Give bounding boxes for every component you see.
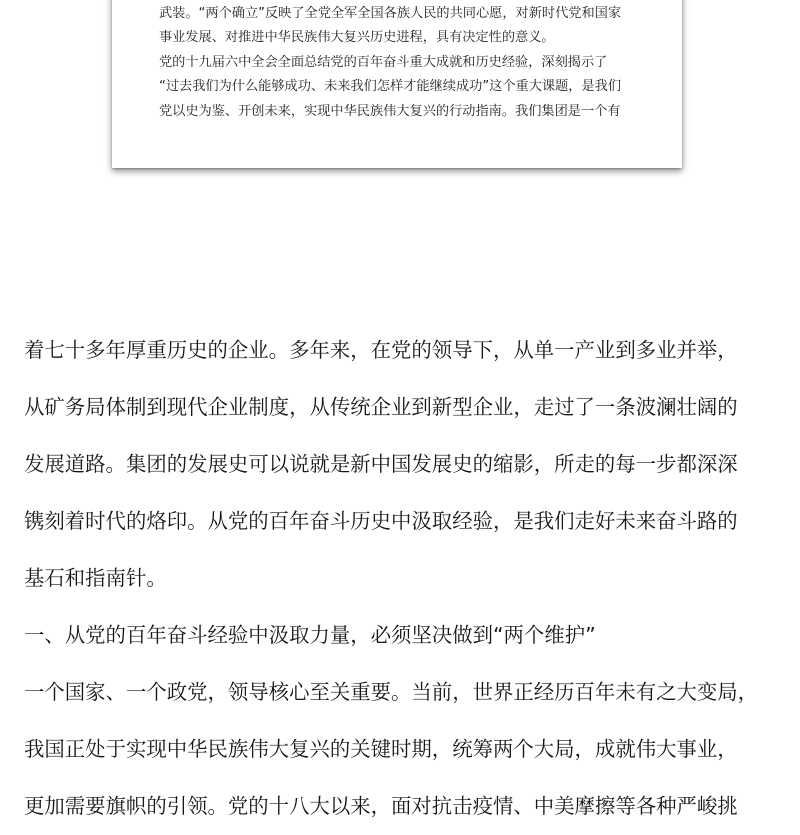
preview-line: 党的十九届六中全会全面总结党的百年奋斗重大成就和历史经验，深刻揭示了 bbox=[159, 54, 608, 70]
document-preview-card bbox=[112, 0, 682, 168]
preview-line: 事业发展、对推进中华民族伟大复兴历史进程，具有决定性的意义。 bbox=[159, 30, 555, 46]
body-line: 一个国家、一个政党，领导核心至关重要。当前，世界正经历百年未有之大变局， bbox=[24, 680, 759, 704]
preview-line: 武装。“两个确立”反映了全党全军全国各族人民的共同心愿，对新时代党和国家 bbox=[159, 6, 622, 21]
body-line: 镌刻着时代的烙印。从党的百年奋斗历史中汲取经验，是我们走好未来奋斗路的 bbox=[24, 509, 738, 533]
document-body-text bbox=[24, 322, 784, 835]
body-line: 我国正处于实现中华民族伟大复兴的关键时期，统筹两个大局，成就伟大事业， bbox=[24, 737, 738, 761]
body-line: 基石和指南针。 bbox=[24, 566, 167, 590]
preview-line: 党以史为鉴、开创未来，实现中华民族伟大复兴的行动指南。我们集团是一个有 bbox=[159, 103, 621, 119]
body-line: 更加需要旗帜的引领。党的十八大以来，面对抗击疫情、中美摩擦等各种严峻挑 bbox=[24, 794, 738, 818]
preview-line: “过去我们为什么能够成功、未来我们怎样才能继续成功”这个重大课题，是我们 bbox=[159, 79, 622, 95]
section-heading: 一、从党的百年奋斗经验中汲取力量，必须坚决做到“两个维护” bbox=[24, 623, 596, 647]
body-line: 从矿务局体制到现代企业制度，从传统企业到新型企业，走过了一条波澜壮阔的 bbox=[24, 395, 738, 419]
body-line: 着七十多年厚重历史的企业。多年来，在党的领导下，从单一产业到多业并举， bbox=[24, 338, 738, 362]
preview-text-block bbox=[159, 2, 679, 124]
body-line: 发展道路。集团的发展史可以说就是新中国发展史的缩影，所走的每一步都深深 bbox=[24, 452, 738, 476]
